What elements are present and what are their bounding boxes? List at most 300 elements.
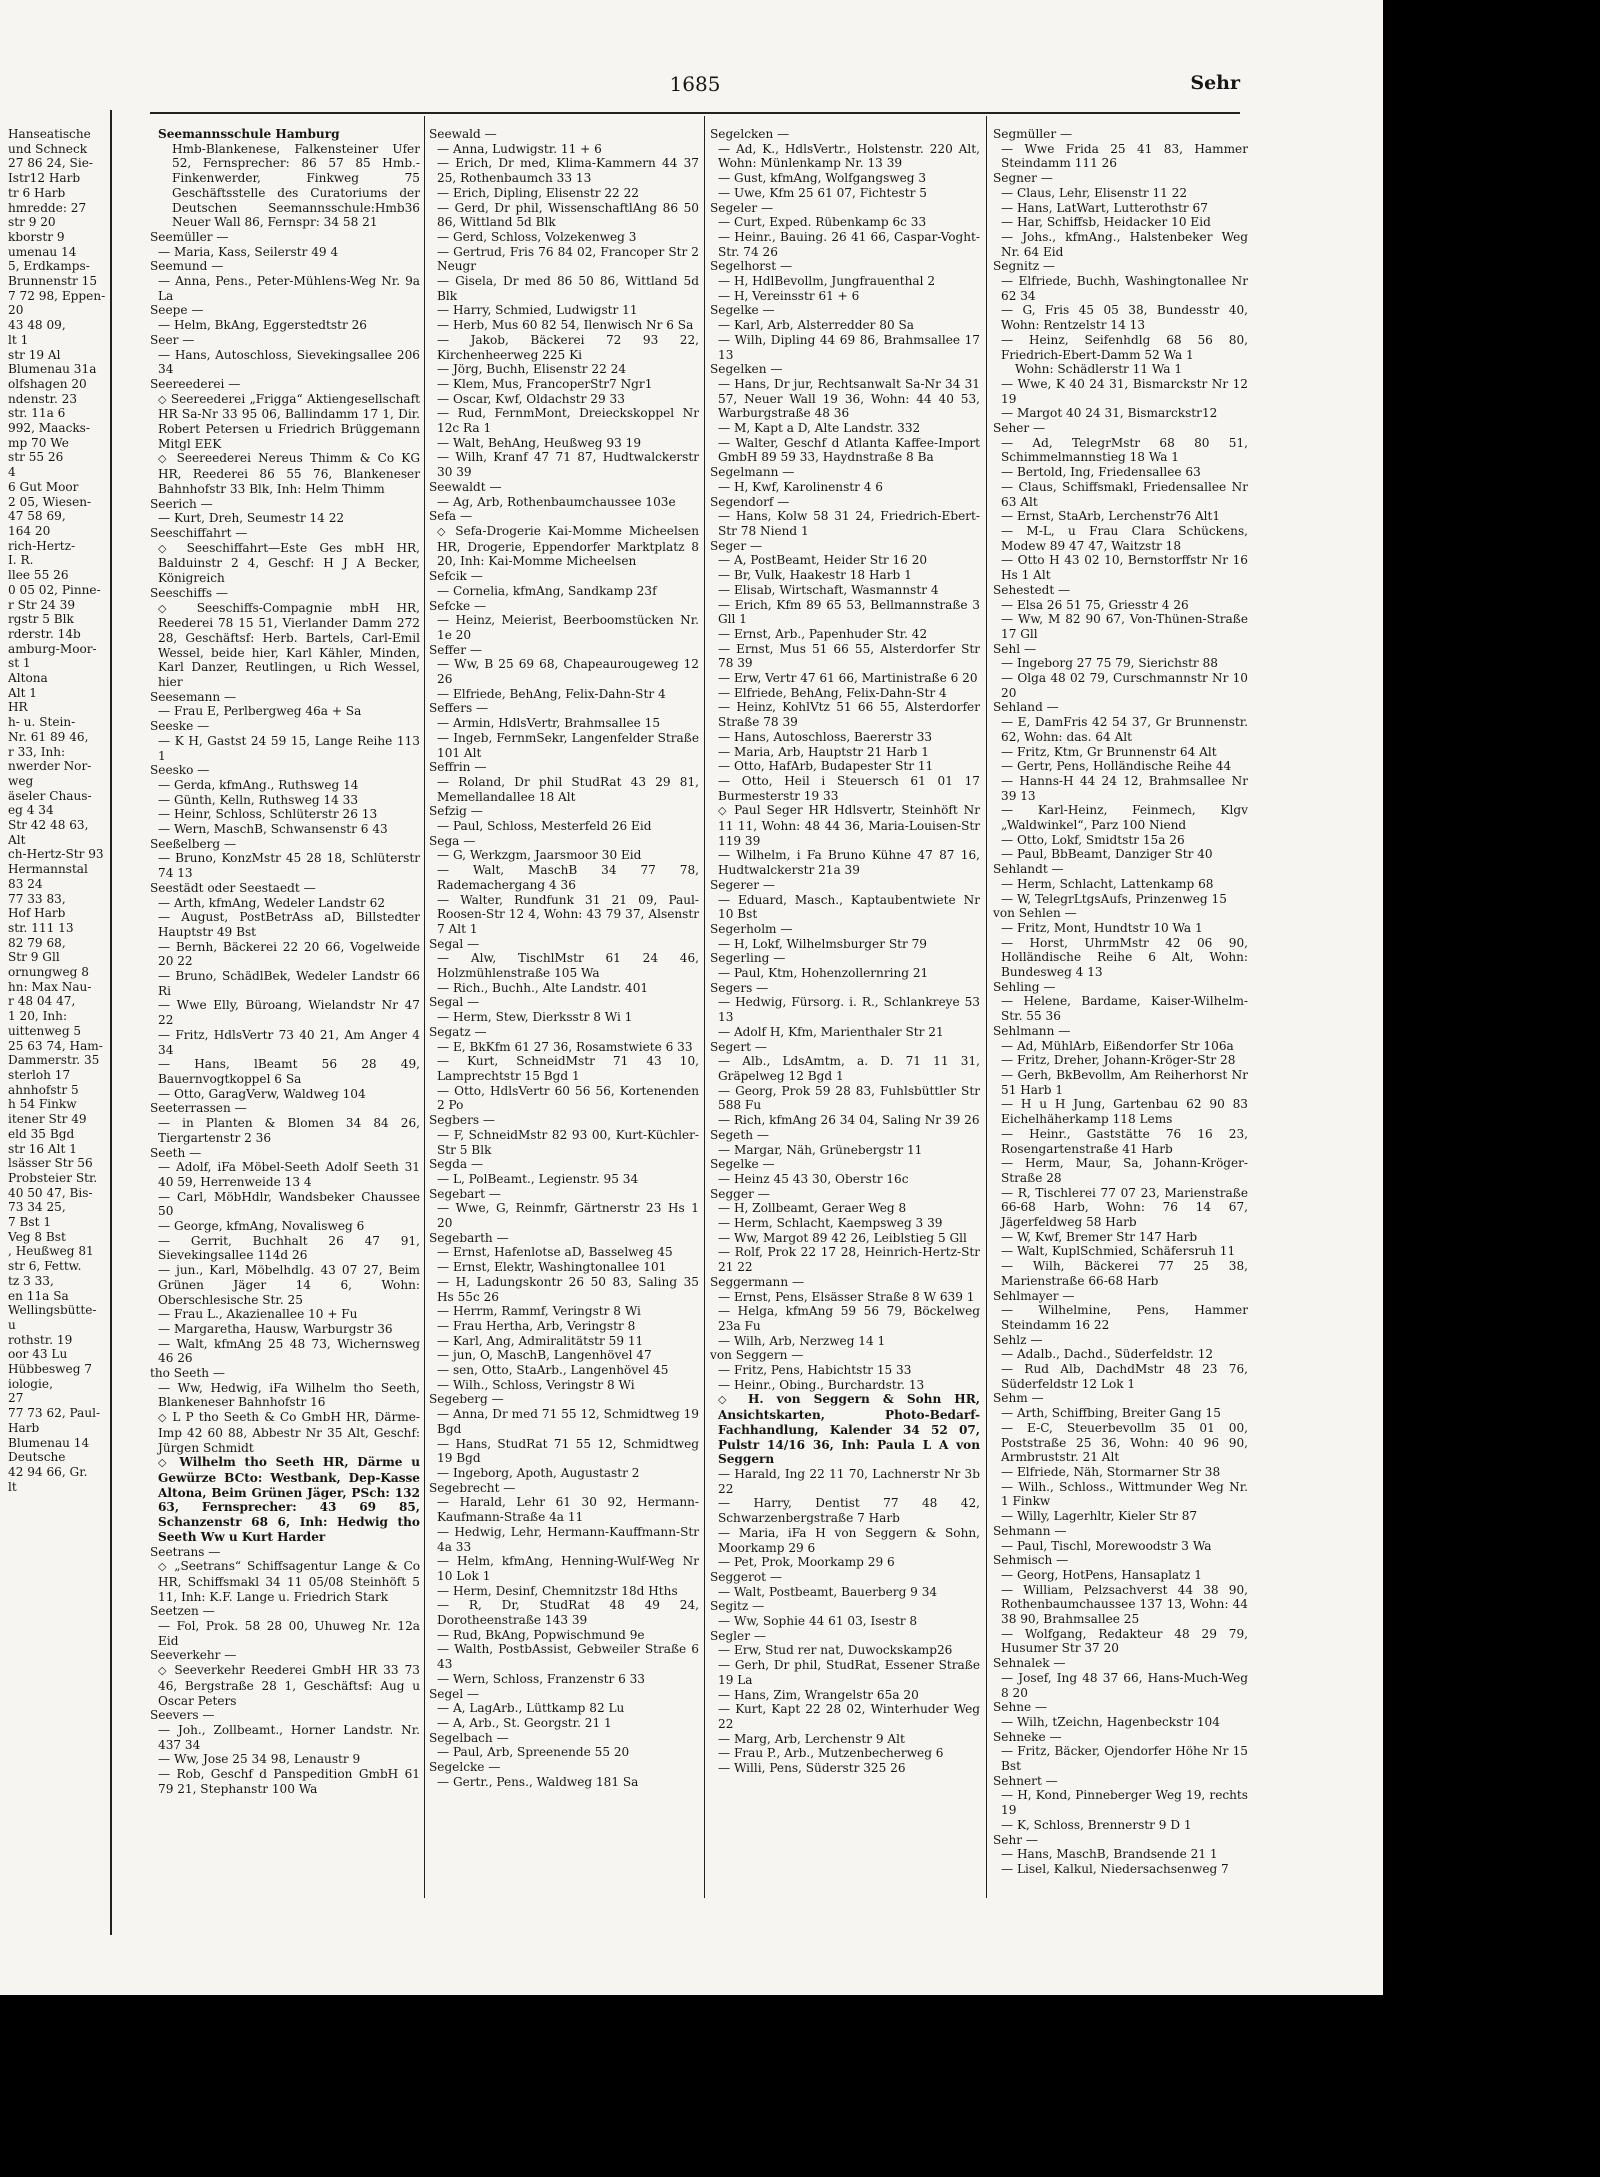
entry-text: Seepe — [150, 303, 204, 318]
entry-text: Sehland — [993, 700, 1059, 715]
fragment-line [0, 627, 92, 642]
entry-text: — H u H Jung, Gartenbau 62 90 83 Eichelhäherkamp 118 Lems [1001, 1097, 1248, 1127]
fragment-line [0, 1200, 92, 1215]
entry-text: Segelke — [710, 1157, 775, 1172]
entry-text: — Wilh, Kranf 47 71 87, Hudtwalckerstr 30 39 [437, 450, 699, 480]
directory-entry [993, 1509, 1248, 1524]
entry-text: Seemund — [150, 259, 224, 274]
directory-entry [150, 1723, 420, 1752]
entry-text: — Walt, kfmAng 25 48 73, Wichernsweg 46 26 [158, 1336, 420, 1366]
entry-text: 1 20, Inh: [8, 1009, 68, 1024]
entry-text: Segelcken — [710, 127, 790, 141]
directory-entry [993, 1715, 1248, 1730]
entry-text: — M-L, u Frau Clara Schückens, Modew 89 47 47, Waitzstr 18 [1001, 523, 1248, 553]
entry-text: — Walter, Geschf d Atlanta Kaffee-Import GmbH 89 59 33, Haydnstraße 8 Ba [718, 435, 980, 465]
entry-text: — Helm, BkAng, Eggerstedtstr 26 [158, 318, 367, 333]
entry-text: — William, Pelzsachverst 44 38 90, Rothenbaumchaussee 137 13, Wohn: 44 38 90, Brahmsallee 25 [1001, 1582, 1248, 1627]
fragment-line [0, 142, 92, 157]
entry-text: — Heinr., Bauing. 26 41 66, Caspar-Voght-Str. 74 26 [718, 229, 980, 259]
entry-text: lt 1 [8, 332, 29, 347]
entry-text: — Hans, Autoschloss, Sievekingsallee 206 34 [158, 347, 420, 377]
entry-text: Seggermann — [710, 1274, 805, 1289]
directory-entry [993, 1068, 1248, 1097]
entry-text: Seetzen — [150, 1604, 215, 1619]
directory-entry [710, 1392, 980, 1467]
directory-entry [429, 1628, 699, 1643]
entry-text: — Elfriede, Buchh, Washingtonallee Nr 62 34 [1001, 274, 1248, 303]
directory-entry [710, 171, 980, 186]
directory-entry [710, 186, 980, 201]
entry-text: — Elsa 26 51 75, Griesstr 4 26 [1001, 597, 1189, 612]
surname-heading [150, 719, 420, 734]
directory-entry [150, 793, 420, 808]
directory-entry [429, 524, 699, 569]
entry-text: Altona [8, 671, 48, 686]
directory-entry [993, 715, 1248, 744]
entry-text: — Ingeb, FernmSekr, Langenfelder Straße 101 Alt [437, 730, 699, 760]
entry-text: — Walt, BehAng, Heußweg 93 19 [437, 435, 642, 450]
directory-entry [993, 1744, 1248, 1773]
entry-text: — Gerh, BkBevollm, Am Reiherhorst Nr 51 Harb 1 [1001, 1068, 1248, 1097]
surname-heading [429, 1687, 699, 1702]
entry-text: Sefa-Drogerie Kai-Momme Micheelsen HR, Drogerie, Eppendorfer Marktplatz 8 20, Inh: Kai-Momme Micheelsen [437, 523, 699, 569]
entry-text: — Ad, MühlArb, Eißendorfer Str 106a [1001, 1038, 1234, 1053]
directory-entry [710, 1643, 980, 1658]
surname-heading [150, 497, 420, 512]
fragment-line [0, 539, 92, 554]
directory-entry [429, 318, 699, 333]
directory-entry [710, 1761, 980, 1776]
directory-entry [710, 436, 980, 465]
entry-text: — Ww, B 25 69 68, Chapeaurougeweg 12 26 [437, 657, 699, 687]
surname-heading [710, 1348, 980, 1363]
entry-text: Brunnenstr 15 [8, 274, 98, 289]
surname-heading [429, 569, 699, 584]
entry-text: — A, LagArb., Lüttkamp 82 Lu [437, 1701, 625, 1716]
directory-entry [150, 1337, 420, 1366]
directory-entry [150, 1116, 420, 1145]
entry-text: Segner — [993, 171, 1053, 186]
directory-entry [429, 657, 699, 686]
entry-text: Seemüller — [150, 229, 229, 244]
entry-text: — Frau E, Perlbergweg 46a + Sa [158, 704, 362, 719]
entry-text: 27 86 24, Sie- [8, 156, 93, 171]
directory-entry [993, 1039, 1248, 1054]
diamond-bullet-icon: ◇ [158, 392, 171, 406]
entry-text: — Wilh, Dipling 44 69 86, Brahmsallee 17 13 [718, 332, 980, 362]
entry-text: ahnhofstr 5 [8, 1082, 79, 1097]
entry-text: Deutsche [8, 1450, 66, 1465]
directory-entry [710, 1585, 980, 1600]
entry-text: — Claus, Lehr, Elisenstr 11 22 [1001, 185, 1188, 200]
entry-text: — Curt, Exped. Rübenkamp 6c 33 [718, 215, 927, 230]
fragment-line [0, 421, 92, 436]
entry-text: Blumenau 31a [8, 362, 97, 377]
entry-text: — K H, Gastst 24 59 15, Lange Reihe 113 1 [158, 733, 420, 763]
directory-entry [710, 995, 980, 1024]
directory-entry [150, 1087, 420, 1102]
directory-entry [993, 1303, 1248, 1332]
entry-text: — G, Fris 45 05 38, Bundesstr 40, Wohn: Rentzelstr 14 13 [1001, 303, 1248, 333]
entry-text: Seeschiffahrt — [150, 525, 248, 540]
fragment-line [0, 568, 92, 583]
fragment-line [0, 156, 92, 171]
entry-text: — Heinr, Schloss, Schlüterstr 26 13 [158, 807, 378, 822]
entry-text: Segbers — [429, 1113, 496, 1128]
entry-text: Sefzig — [429, 804, 483, 819]
fragment-line [0, 994, 92, 1009]
entry-text: — E, BkKfm 61 27 36, Rosamstwiete 6 33 [437, 1039, 693, 1054]
entry-text: — Br, Vulk, Haakestr 18 Harb 1 [718, 568, 912, 583]
directory-entry [993, 377, 1248, 406]
directory-entry [710, 937, 980, 952]
directory-entry [150, 910, 420, 939]
directory-entry [429, 1701, 699, 1716]
entry-text: 6 Gut Moor [8, 479, 79, 494]
fragment-line [0, 1038, 103, 1054]
directory-entry [150, 807, 420, 822]
entry-text: — Wilhelmine, Pens, Hammer Steindamm 16 22 [1001, 1303, 1248, 1332]
entry-text: — Willi, Pens, Süderstr 325 26 [718, 1761, 906, 1776]
diamond-bullet-icon: ◇ [158, 601, 197, 615]
entry-text: — E, DamFris 42 54 37, Gr Brunnenstr. 62, Wohn: das. 64 Alt [1001, 715, 1248, 744]
entry-text: 82 79 68, [8, 935, 66, 950]
entry-text: Segelcke — [429, 1760, 501, 1775]
surname-heading [150, 837, 420, 852]
column-divider [986, 116, 987, 1898]
entry-text: — Hans, Zim, Wrangelstr 65a 20 [718, 1687, 919, 1702]
entry-text: — Fritz, Ktm, Gr Brunnenstr 64 Alt [1001, 744, 1217, 759]
entry-text: — Hans, StudRat 71 55 12, Schmidtweg 19 Bgd [437, 1436, 699, 1466]
entry-text: — Walt, MaschB 34 77 78, Rademachergang 4 36 [437, 863, 699, 892]
fragment-line [0, 759, 92, 774]
directory-entry [993, 833, 1248, 848]
fragment-line [0, 186, 92, 201]
entry-text: itener Str 49 [8, 1112, 87, 1127]
directory-entry [429, 495, 699, 510]
entry-text: Probsteier Str. [8, 1170, 98, 1185]
directory-entry [993, 406, 1248, 421]
directory-entry [150, 348, 420, 377]
directory-entry [710, 215, 980, 230]
entry-text: — Bruno, SchädlBek, Wedeler Landstr 66 Ri [158, 969, 420, 998]
surname-heading [429, 804, 699, 819]
directory-entry [710, 1084, 980, 1113]
surname-heading [429, 127, 699, 142]
fragment-line [0, 921, 92, 936]
entry-text: — Ernst, Hafenlotse aD, Basselweg 45 [437, 1245, 673, 1260]
entry-text: — Paul, Tischl, Morewoodstr 3 Wa [1001, 1538, 1212, 1553]
entry-text: — H, Ladungskontr 26 50 83, Saling 35 Hs 55c 26 [437, 1274, 699, 1304]
directory-entry [150, 1057, 420, 1086]
entry-text: Segmüller — [993, 127, 1073, 141]
directory-entry [993, 215, 1248, 230]
surname-heading [710, 1157, 980, 1172]
directory-entry [993, 1406, 1248, 1421]
surname-heading [429, 701, 699, 716]
entry-text: — H, Kond, Pinneberger Weg 19, rechts 19 [1001, 1788, 1248, 1818]
entry-text: umenau 14 [8, 244, 77, 259]
fragment-line [0, 1009, 92, 1024]
entry-text: Seer — [150, 332, 195, 347]
fragment-line [0, 288, 106, 304]
fragment-line [0, 730, 92, 745]
entry-text: — Ww, Jose 25 34 98, Lenaustr 9 [158, 1752, 361, 1767]
directory-entry [710, 1702, 980, 1731]
entry-text: — Willy, Lagerhltr, Kieler Str 87 [1001, 1509, 1198, 1524]
entry-text: 73 34 25, [8, 1200, 66, 1215]
directory-entry [993, 1627, 1248, 1656]
entry-text: — Helga, kfmAng 59 56 79, Böckelweg 23a Fu [718, 1304, 980, 1333]
surname-heading [150, 763, 420, 778]
entry-text: Sehm — [993, 1391, 1044, 1406]
fragment-line [0, 1480, 92, 1495]
entry-text: — Adalb., Dachd., Süderfeldstr. 12 [1001, 1347, 1214, 1362]
entry-text: — Margot 40 24 31, Bismarckstr12 [1001, 406, 1218, 421]
entry-text: tz 3 33, [8, 1273, 54, 1288]
directory-entry [993, 803, 1248, 832]
fragment-line [0, 1274, 92, 1289]
entry-text: — jun, O, MaschB, Langenhövel 47 [437, 1348, 652, 1363]
directory-entry [429, 1672, 699, 1687]
directory-entry [993, 759, 1248, 774]
fragment-line [0, 465, 92, 480]
directory-entry [429, 1040, 699, 1055]
directory-entry [710, 1732, 980, 1747]
entry-text: Segeth — [710, 1127, 769, 1142]
entry-text: Segeler — [710, 200, 774, 215]
entry-text: — sen, Otto, StaArb., Langenhövel 45 [437, 1363, 669, 1378]
surname-heading [150, 526, 420, 541]
entry-text: — in Planten & Blomen 34 84 26, Tiergartenstr 2 36 [158, 1116, 420, 1145]
entry-text: — Eduard, Masch., Kaptaubentwiete Nr 10 Bst [718, 892, 980, 922]
entry-text: Dammerstr. 35 [8, 1053, 100, 1068]
entry-text: — Rich, kfmAng 26 34 04, Saling Nr 39 26 [718, 1113, 980, 1128]
entry-text: Seereederei Nereus Thimm & Co KG HR, Reederei 86 55 76, Blankeneser Bahnhofstr 33 Blk, Inh: Helm Thimm [158, 451, 420, 496]
entry-text: 4 [8, 465, 16, 480]
fragment-line [0, 877, 92, 892]
directory-entry [429, 1201, 699, 1230]
fragment-line [0, 230, 92, 245]
entry-text: — Rud, BkAng, Popwischmund 9e [437, 1627, 645, 1642]
entry-text: — Uwe, Kfm 25 61 07, Fichtestr 5 [718, 185, 927, 200]
entry-text: — W, TelegrLtgsAufs, Prinzenweg 15 [1001, 891, 1227, 906]
directory-entry [993, 1053, 1248, 1068]
entry-text: , Heußweg 81 [8, 1244, 94, 1259]
entry-text: — Anna, Ludwigstr. 11 + 6 [437, 141, 602, 156]
surname-heading [993, 700, 1248, 715]
column-fragment [0, 127, 106, 1982]
fragment-line [0, 318, 92, 333]
directory-entry [993, 201, 1248, 216]
entry-text: — Roland, Dr phil StudRat 43 29 81, Memellandallee 18 Alt [437, 774, 699, 804]
entry-text: str 6, Fettw. [8, 1259, 82, 1274]
fragment-line [0, 671, 92, 686]
directory-entry [993, 465, 1248, 480]
surname-heading [710, 1187, 980, 1202]
entry-text: — Hans, Kolw 58 31 24, Friedrich-Ebert-Str 78 Niend 1 [718, 509, 980, 538]
entry-text: — Frau P., Arb., Mutzenbecherweg 6 [718, 1746, 944, 1761]
entry-text: — Ernst, Arb., Papenhuder Str. 42 [718, 626, 928, 641]
directory-entry [150, 1028, 420, 1057]
entry-text: — Helm, kfmAng, Henning-Wulf-Weg Nr 10 Lok 1 [437, 1554, 699, 1583]
directory-entry [710, 745, 980, 760]
entry-text: Seeverkehr — [150, 1648, 237, 1663]
entry-text: — Marg, Arb, Lerchenstr 9 Alt [718, 1731, 905, 1746]
directory-entry [710, 421, 980, 436]
directory-entry [993, 598, 1248, 613]
entry-text: — Hans, LatWart, Lutterothstr 67 [1001, 200, 1208, 215]
entry-text: Segler — [710, 1628, 766, 1643]
directory-entry [429, 142, 699, 157]
directory-entry [429, 1437, 699, 1466]
entry-text: — Ww, Hedwig, iFa Wilhelm tho Seeth, Blankeneser Bahnhofstr 16 [158, 1380, 420, 1410]
entry-text: Segnitz — [993, 259, 1056, 274]
entry-text: Sehlz — [993, 1332, 1043, 1347]
entry-text: — A, Arb., St. Georgstr. 21 1 [437, 1715, 612, 1730]
directory-entry [429, 731, 699, 760]
directory-entry [150, 1234, 420, 1263]
entry-text: — Herm, Stew, Dierksstr 8 Wi 1 [437, 1010, 633, 1025]
entry-text: Sehlandt — [993, 862, 1064, 877]
column-middle [429, 127, 699, 1789]
entry-text: — Arth, Schiffbing, Breiter Gang 15 [1001, 1406, 1221, 1421]
entry-text: Sehneke — [993, 1729, 1062, 1744]
directory-entry [429, 1584, 699, 1599]
entry-text: Seeschiffahrt—Este Ges mbH HR, Balduinstr 2 4, Geschf: H J A Becker, Königreich [158, 540, 420, 586]
directory-entry [710, 1304, 980, 1333]
fragment-line [0, 348, 92, 363]
entry-text: Wohn: Schädlerstr 11 Wa 1 [1015, 362, 1183, 377]
surname-heading [150, 1545, 420, 1560]
directory-entry [710, 1231, 980, 1246]
directory-entry [429, 230, 699, 245]
fragment-line [0, 1230, 92, 1245]
entry-text: — Wilh., Schloss, Veringstr 8 Wi [437, 1377, 635, 1392]
entry-text: — Pet, Prok, Moorkamp 29 6 [718, 1555, 895, 1570]
directory-entry [429, 1172, 699, 1187]
entry-text: L P tho Seeth & Co GmbH HR, Därme-Imp 42 60 88, Abbestr Nr 35 Alt, Geschf: Jürgen Schmidt [158, 1410, 420, 1455]
surname-heading [993, 1524, 1248, 1539]
directory-entry [710, 377, 980, 421]
fragment-line [0, 127, 92, 142]
directory-entry [710, 671, 980, 686]
entry-text: 164 20 [8, 523, 51, 538]
entry-text: — Alb., LdsAmtm, a. D. 71 11 31, Gräpelweg 12 Bgd 1 [718, 1054, 980, 1083]
directory-entry [429, 1745, 699, 1760]
entry-text: — Harald, Ing 22 11 70, Lachnerstr Nr 3b 22 [718, 1466, 980, 1496]
entry-text: — Erw, Stud rer nat, Duwockskamp26 [718, 1643, 953, 1658]
surname-heading [429, 599, 699, 614]
entry-text: — Ernst, Elektr, Washingtonallee 101 [437, 1260, 667, 1275]
entry-text: — Wolfgang, Redakteur 48 29 79, Husumer Str 37 20 [1001, 1626, 1248, 1656]
directory-entry [710, 774, 980, 803]
directory-entry [993, 230, 1248, 259]
entry-text: Sehling — [993, 979, 1056, 994]
directory-entry [150, 1263, 420, 1307]
entry-text: Hermannstal [8, 862, 88, 877]
fragment-line [0, 598, 92, 613]
surname-heading [993, 642, 1248, 657]
surname-heading [710, 1570, 980, 1585]
entry-text: — Gerd, Schloss, Volzekenweg 3 [437, 229, 637, 244]
entry-text: 5, Erdkamps- [8, 259, 90, 274]
directory-entry [710, 1614, 980, 1629]
entry-text: 83 24 [8, 876, 43, 891]
directory-entry [993, 436, 1248, 465]
directory-entry [429, 274, 699, 303]
directory-entry [993, 509, 1248, 524]
entry-text: Segal — [429, 936, 480, 951]
entry-text: ornungweg 8 [8, 965, 89, 980]
entry-text: Sehnert — [993, 1773, 1058, 1788]
entry-text: iologie, [8, 1376, 53, 1391]
surname-heading [150, 333, 420, 348]
diamond-bullet-icon: ◇ [718, 804, 735, 818]
entry-text: Wellingsbütte- [8, 1303, 97, 1318]
directory-entry [993, 671, 1248, 700]
entry-text: — Georg, HotPens, Hansaplatz 1 [1001, 1567, 1202, 1582]
surname-heading [710, 1128, 980, 1143]
entry-text: — George, kfmAng, Novalisweg 6 [158, 1219, 365, 1234]
entry-text: — Wwe Elly, Büroang, Wielandstr Nr 47 22 [158, 998, 420, 1028]
diamond-bullet-icon: ◇ [158, 541, 187, 555]
surname-heading [429, 1025, 699, 1040]
entry-text: Wilhelm tho Seeth HR, Därme u Gewürze BCto: Westbank, Dep-Kasse Altona, Beim Grünen Jäger, PSch: 132 63, Fernsprecher: 43 69 85, Schanzenstr 68 6, Inh: Hedwig tho Seeth Ww u Kurt Harder [158, 1455, 420, 1544]
fragment-line [0, 774, 92, 789]
directory-entry [710, 1290, 980, 1305]
entry-text: str. 111 13 [8, 920, 74, 935]
directory-entry [993, 1480, 1248, 1509]
entry-text: — Adolf H, Kfm, Marienthaler Str 21 [718, 1024, 944, 1039]
directory-entry [993, 1230, 1248, 1245]
entry-text: — Ingeborg, Apoth, Augustastr 2 [437, 1465, 640, 1480]
entry-text: Seesko — [150, 763, 210, 778]
directory-entry [429, 450, 699, 479]
surname-heading [993, 1700, 1248, 1715]
entry-text: — Helene, Bardame, Kaiser-Wilhelm-Str. 55 36 [1001, 994, 1248, 1024]
entry-text: — Erich, Dr med, Klima-Kammern 44 37 25, Rothenbaumch 33 13 [437, 156, 699, 186]
entry-text: Sehne — [993, 1700, 1048, 1715]
fragment-line [0, 1406, 101, 1421]
surname-heading [993, 906, 1248, 921]
directory-entry [993, 1127, 1248, 1156]
entry-text: — Wilhelm, i Fa Bruno Kühne 47 87 16, Hudtwalckerstr 21a 39 [718, 848, 980, 878]
directory-entry [429, 392, 699, 407]
fragment-line [0, 1347, 92, 1362]
fragment-line [0, 582, 101, 598]
directory-entry [993, 1539, 1248, 1554]
entry-text: — Frau L., Akazienallee 10 + Fu [158, 1307, 358, 1322]
entry-text: — Paul, Arb, Spreenende 55 20 [437, 1745, 630, 1760]
fragment-line [0, 745, 92, 760]
running-head: Sehr [1190, 72, 1240, 94]
entry-text: Sega — [429, 833, 476, 848]
directory-entry [150, 142, 420, 230]
entry-text: Hanseatische [8, 127, 91, 141]
directory-entry [429, 186, 699, 201]
entry-text: Segebarth — [429, 1230, 509, 1245]
entry-text: Sefcke — [429, 598, 487, 613]
directory-entry [993, 1244, 1248, 1259]
surname-heading [710, 201, 980, 216]
surname-heading [429, 1392, 699, 1407]
entry-text: 992, Maacks- [8, 421, 90, 436]
fragment-line [0, 641, 97, 657]
directory-entry [429, 1245, 699, 1260]
entry-text: r 48 04 47, [8, 994, 76, 1009]
entry-text: — Lisel, Kalkul, Niedersachsenweg 7 [1001, 1861, 1229, 1876]
